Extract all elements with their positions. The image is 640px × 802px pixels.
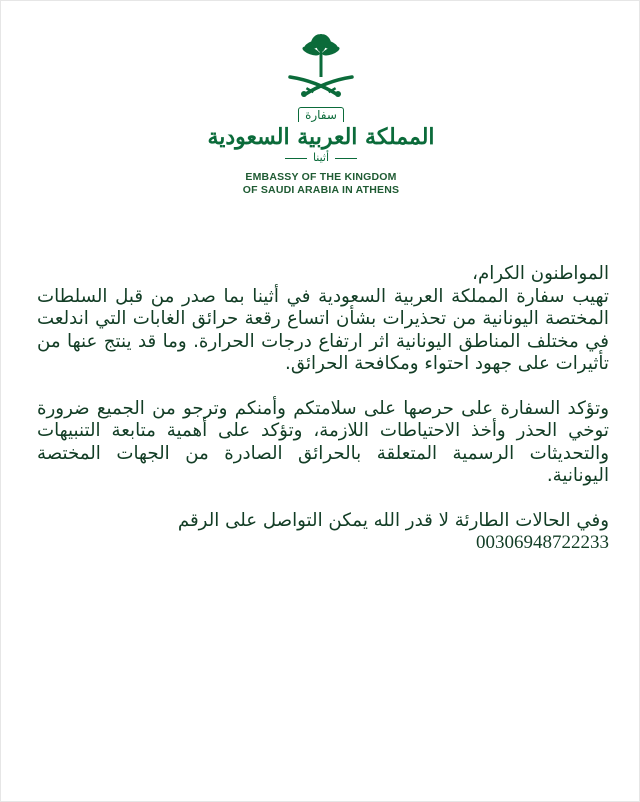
phone-number: 00306948722233	[476, 532, 609, 553]
city-label-ar	[1, 151, 640, 165]
letterhead	[1, 31, 640, 197]
paragraph-1: تهيب سفارة المملكة العربية السعودية في أثينا بما صدر من قبل السلطات المختصة اليونانية من تحذيرات بشأن اتساع رقعة حرائق الغابات التي اندلعت في مختلف المناطق اليونانية اثر ارتفاع درجات الحرارة. وما قد ينتج عنها من تأثيرات على جهود احتواء ومكافحة الحرائق.	[37, 285, 609, 374]
letter-body	[37, 263, 609, 554]
embassy-label-ar: سفارة	[298, 107, 344, 122]
paragraph-3: وفي الحالات الطارئة لا قدر الله يمكن التواصل على الرقم	[177, 509, 609, 531]
divider	[335, 158, 357, 159]
embassy-name-en-line1: EMBASSY OF THE KINGDOM	[245, 171, 397, 183]
divider	[285, 158, 307, 159]
greeting: المواطنون الكرام،	[472, 263, 609, 284]
saudi-emblem-icon	[286, 31, 356, 101]
embassy-name-en	[1, 171, 640, 197]
embassy-name-en-line2: OF SAUDI ARABIA IN ATHENS	[242, 184, 400, 196]
paragraph-2: وتؤكد السفارة على حرصها على سلامتكم وأمنكم وترجو من الجميع ضرورة توخي الحذر وأخذ الاحتياطات اللازمة، وتؤكد على أهمية متابعة التنبيهات والتحديثات الرسمية المتعلقة بالحرائق الصادرة من الجهات المختصة اليونانية.	[37, 397, 609, 486]
city-name-ar: أثينا	[312, 151, 330, 164]
kingdom-name-ar: المملكة العربية السعودية	[207, 124, 435, 150]
